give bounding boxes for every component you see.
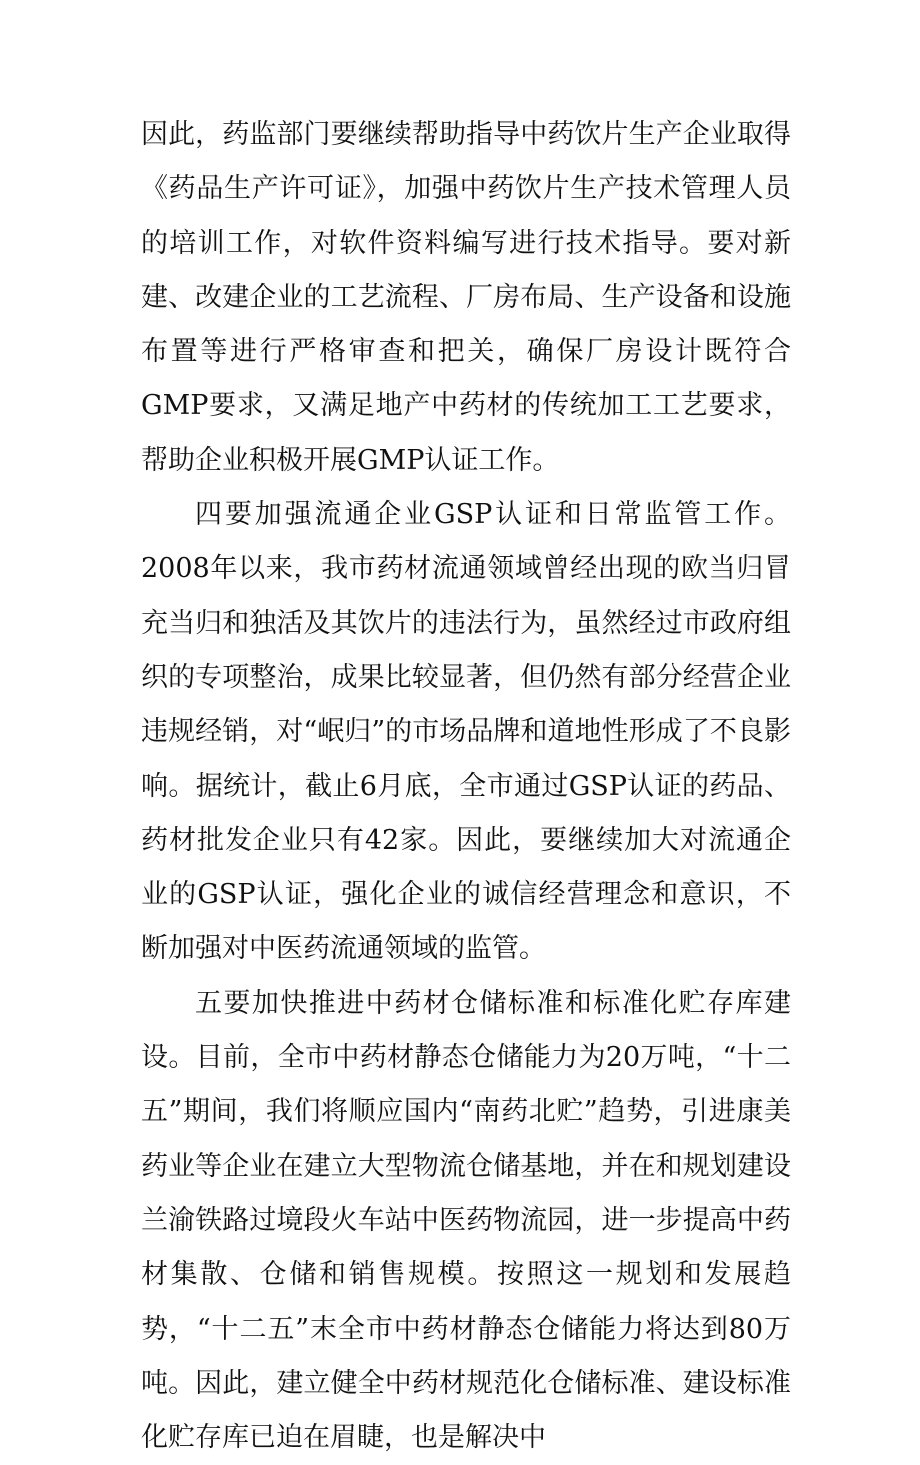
- document-body: [141, 108, 791, 1465]
- paragraph-3: 五要加快推进中药材仓储标准和标准化贮存库建设。目前，全市中药材静态仓储能力为20万吨，“十二五”期间，我们将顺应国内“南药北贮”趋势，引进康美药业等企业在建立大型物流仓储基地，并在和规划建设兰渝铁路过境段火车站中医药物流园，进一步提高中药材集散、仓储和销售规模。按照这一规划和发展趋势，“十二五”末全市中药材静态仓储能力将达到80万吨。因此，建立健全中药材规范化仓储标准、建设标准化贮存库已迫在眉睫，也是解决中: [141, 987, 791, 1454]
- paragraph-1: 因此，药监部门要继续帮助指导中药饮片生产企业取得《药品生产许可证》，加强中药饮片生产技术管理人员的培训工作，对软件资料编写进行技术指导。要对新建、改建企业的工艺流程、厂房布局、生产设备和设施布置等进行严格审查和把关，确保厂房设计既符合GMP要求，又满足地产中药材的传统加工工艺要求，帮助企业积极开展GMP认证工作。: [141, 119, 791, 476]
- paragraph-2: 四要加强流通企业GSP认证和日常监管工作。2008年以来，我市药材流通领域曾经出现的欧当归冒充当归和独活及其饮片的违法行为，虽然经过市政府组织的专项整治，成果比较显著，但仍然有部分经营企业违规经销，对“岷归”的市场品牌和道地性形成了不良影响。据统计，截止6月底，全市通过GSP认证的药品、药材批发企业只有42家。因此，要继续加大对流通企业的GSP认证，强化企业的诚信经营理念和意识，不断加强对中医药流通领域的监管。: [141, 499, 791, 965]
